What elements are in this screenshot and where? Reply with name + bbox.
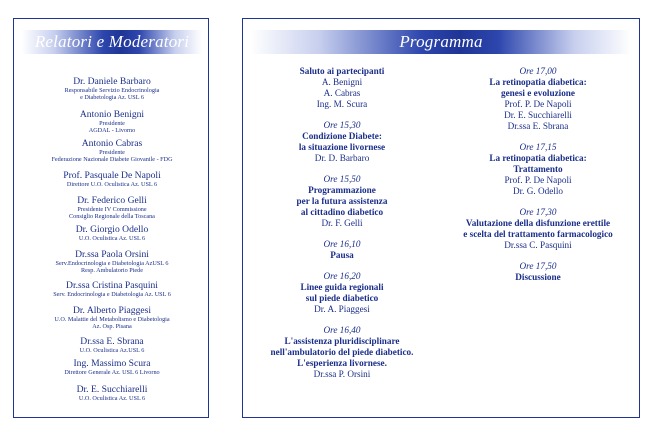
speaker-role: Az. Osp. Pisana — [92, 323, 132, 330]
speaker-role: Presidente — [99, 120, 125, 127]
speaker-entry — [14, 281, 210, 298]
speaker-role: Resp. Ambulatorio Piede — [80, 267, 144, 274]
speaker-role: Consiglio Regionale della Toscana — [69, 213, 155, 220]
program-heading: L'assistenza pluridisciplinare — [284, 336, 400, 346]
program-heading: e scelta del trattamento farmacologico — [463, 229, 613, 239]
speaker-entry — [14, 337, 210, 354]
speaker-role: U.O. Oculistica Az.USL 6 — [79, 347, 145, 354]
program-time: Ore 15,50 — [323, 174, 361, 184]
program-time: Ore 16,20 — [323, 271, 361, 281]
program-speaker: Dr. A. Piaggesi — [314, 304, 370, 314]
speaker-role: U.O. Oculistica Az. USL 6 — [78, 395, 146, 402]
speaker-role: Serv. Endocrinologia e Diabetologia Az. USL 6 — [53, 291, 171, 298]
program-column-right — [438, 66, 638, 293]
program-speaker: Dr. D. Barbaro — [314, 153, 370, 163]
speaker-role: Serv.Endocrinologia e Diabetologia AzUSL 6 — [55, 260, 169, 267]
program-speaker: A. Cabras — [323, 88, 361, 98]
speaker-entry — [14, 139, 210, 163]
speaker-role: Presidente — [99, 149, 125, 156]
program-speaker: Dr. E. Succhiarelli — [504, 110, 572, 120]
speaker-entry — [14, 250, 210, 274]
program-speaker: Dr.ssa P. Orsini — [313, 369, 371, 379]
speaker-role: Federazione Nazionale Diabete Giovanile - FDG — [51, 156, 173, 163]
program-time: Ore 16,10 — [323, 239, 361, 249]
program-speaker: Dr. G. Odello — [512, 186, 563, 196]
program-item — [243, 66, 441, 110]
program-heading: nell'ambulatorio del piede diabetico. — [270, 347, 414, 357]
speaker-role: Presidente IV Commissione — [77, 206, 147, 213]
program-heading: la situazione livornese — [298, 142, 386, 152]
speakers-panel — [13, 18, 209, 418]
speaker-entry — [14, 196, 210, 220]
program-heading: Condizione Diabete: — [302, 131, 382, 141]
program-item — [438, 66, 638, 132]
program-heading: Linee guida regionali — [300, 282, 384, 292]
speaker-name: Dr. Federico Gelli — [77, 195, 147, 206]
program-time: Ore 15,30 — [323, 120, 361, 130]
speaker-entry — [14, 359, 210, 376]
speaker-name: Dr. Daniele Barbaro — [73, 76, 151, 87]
speaker-entry — [14, 110, 210, 134]
program-time: Ore 16,40 — [323, 325, 361, 335]
program-item — [243, 120, 441, 164]
program-heading: Pausa — [330, 250, 354, 260]
program-heading: genesi e evoluzione — [501, 88, 575, 98]
program-item — [243, 239, 441, 261]
program-item — [243, 271, 441, 315]
speaker-name: Dr.ssa Cristina Pasquini — [66, 280, 158, 291]
speaker-name: Dr.ssa E. Sbrana — [80, 336, 144, 347]
speaker-role: Responsabile Servizio Endocrinologia — [64, 87, 160, 94]
speaker-entry — [14, 225, 210, 242]
program-item — [438, 261, 638, 283]
program-heading: La retinopatia diabetica: — [489, 153, 587, 163]
program-time: Ore 17,50 — [519, 261, 557, 271]
program-column-left — [243, 66, 441, 390]
speaker-name: Dr. E. Succhiarelli — [76, 384, 148, 395]
program-heading: L'esperienza livornese. — [297, 358, 387, 368]
speaker-role: AGDAL - Livorno — [88, 127, 136, 134]
program-speaker: A. Benigni — [321, 77, 363, 87]
speaker-name: Prof. Pasquale De Napoli — [63, 170, 161, 181]
program-item — [438, 142, 638, 197]
program-heading: Valutazione della disfunzione erettile — [465, 218, 611, 228]
speakers-title: Relatori e Moderatori — [22, 30, 202, 54]
speaker-entry — [14, 77, 210, 101]
program-heading: Saluto ai partecipanti — [299, 66, 385, 76]
speaker-role: U.O. Malattie del Metabolismo e Diabetologia — [54, 316, 170, 323]
speaker-role: e Diabetologia Az. USL 6 — [80, 94, 144, 101]
program-item — [243, 174, 441, 229]
program-title: Programma — [251, 30, 631, 54]
speaker-name: Antonio Cabras — [81, 138, 143, 149]
speaker-name: Ing. Massimo Scura — [73, 358, 151, 369]
program-speaker: Dr.ssa E. Sbrana — [507, 121, 569, 131]
program-heading: La retinopatia diabetica: — [489, 77, 587, 87]
program-heading: Programmazione — [308, 185, 376, 195]
program-speaker: Prof. P. De Napoli — [504, 175, 572, 185]
program-time: Ore 17,15 — [519, 142, 557, 152]
speaker-name: Dr.ssa Paola Orsini — [75, 249, 149, 260]
speaker-entry — [14, 306, 210, 330]
speaker-name: Dr. Giorgio Odello — [75, 224, 149, 235]
program-panel — [242, 18, 640, 418]
speaker-role: U.O. Oculistica Az. USL 6 — [78, 235, 146, 242]
program-speaker: Ing. M. Scura — [316, 99, 368, 109]
program-heading: Trattamento — [513, 164, 563, 174]
program-speaker: Dr. F. Gelli — [321, 218, 363, 228]
program-speaker: Dr.ssa C. Pasquini — [504, 240, 572, 250]
program-heading: per la futura assistenza — [296, 196, 388, 206]
speaker-entry — [14, 385, 210, 402]
speaker-role: Direttore U.O. Oculistica Az. USL 6 — [66, 181, 158, 188]
program-speaker: Prof. P. De Napoli — [504, 99, 572, 109]
program-heading: al cittadino diabetico — [300, 207, 384, 217]
program-time: Ore 17,00 — [519, 66, 557, 76]
speaker-role: Direttore Generale Az. USL 6 Livorno — [64, 369, 160, 376]
program-heading: Discussione — [515, 272, 561, 282]
speaker-name: Antonio Benigni — [79, 109, 145, 120]
program-time: Ore 17,30 — [519, 207, 557, 217]
program-item — [438, 207, 638, 251]
program-heading: sul piede diabetico — [305, 293, 379, 303]
program-item — [243, 325, 441, 380]
speaker-entry — [14, 171, 210, 188]
speaker-name: Dr. Alberto Piaggesi — [72, 305, 152, 316]
